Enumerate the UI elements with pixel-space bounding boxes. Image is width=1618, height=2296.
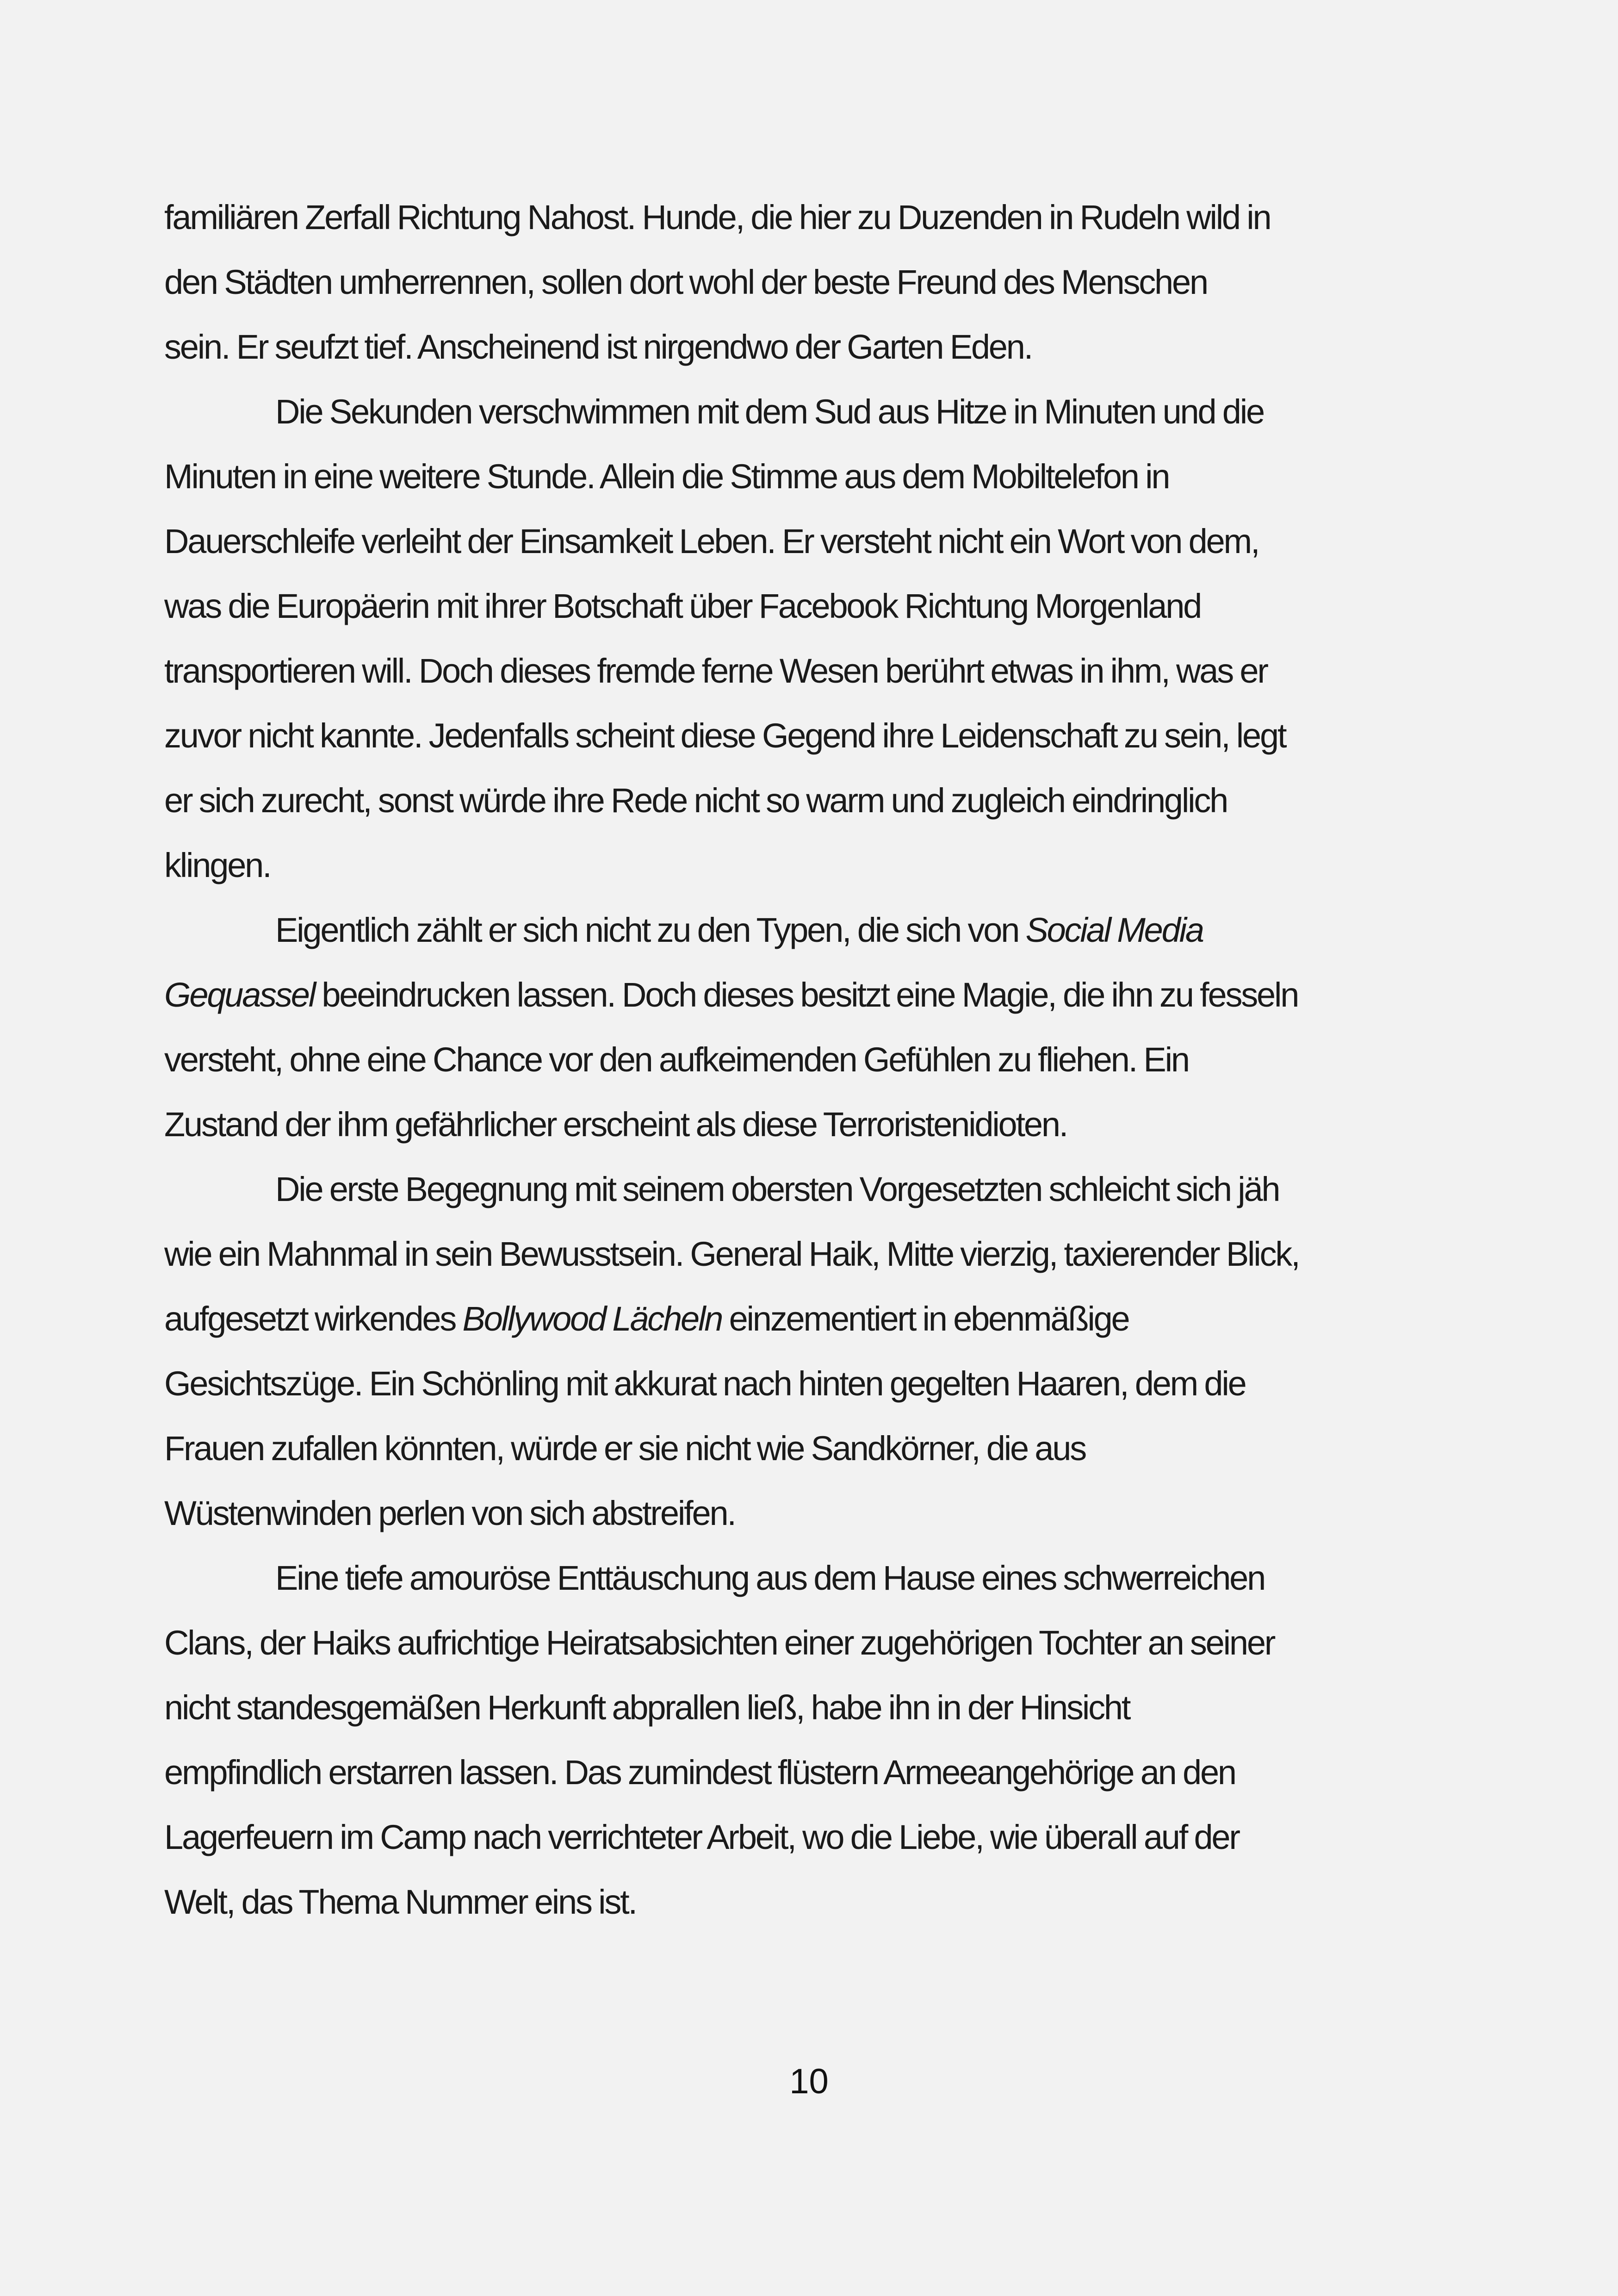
- text-line: er sich zurecht, sonst würde ihre Rede nicht so warm und zugleich eindringlich: [164, 781, 1227, 820]
- italic-phrase: Bollywood Lächeln: [462, 1300, 722, 1338]
- text-run: beeindrucken lassen. Doch dieses besitzt eine Magie, die ihn zu fesseln: [314, 976, 1298, 1014]
- text-line: nicht standesgemäßen Herkunft abprallen ließ, habe ihn in der Hinsicht: [164, 1688, 1130, 1727]
- text-run: Eigentlich zählt er sich nicht zu den Typen, die sich von: [275, 911, 1026, 949]
- text-line: was die Europäerin mit ihrer Botschaft über Facebook Richtung Morgenland: [164, 587, 1201, 625]
- text-line: Die erste Begegnung mit seinem obersten Vorgesetzten schleicht sich jäh: [275, 1170, 1279, 1208]
- text-line: transportieren will. Doch dieses fremde ferne Wesen berührt etwas in ihm, was er: [164, 652, 1267, 690]
- text-line: Zustand der ihm gefährlicher erscheint als diese Terroristenidioten.: [164, 1105, 1067, 1144]
- text-line: Eine tiefe amouröse Enttäuschung aus dem Hause eines schwerreichen: [275, 1559, 1265, 1597]
- text-line: familiären Zerfall Richtung Nahost. Hunde, die hier zu Duzenden in Rudeln wild in: [164, 198, 1271, 236]
- paragraph-1: [164, 185, 1451, 380]
- paragraph-5: [164, 1546, 1451, 1935]
- text-line: [164, 1287, 1451, 1351]
- paragraph-4: [164, 1157, 1451, 1546]
- text-line: [164, 898, 1451, 963]
- body-text: [164, 185, 1451, 1935]
- text-line: Gesichtszüge. Ein Schönling mit akkurat nach hinten gegelten Haaren, dem die: [164, 1364, 1246, 1403]
- text-line: zuvor nicht kannte. Jedenfalls scheint diese Gegend ihre Leidenschaft zu sein, legt: [164, 716, 1286, 755]
- text-line: sein. Er seufzt tief. Anscheinend ist nirgendwo der Garten Eden.: [164, 328, 1032, 366]
- text-line: [164, 963, 1451, 1027]
- text-line: Dauerschleife verleiht der Einsamkeit Leben. Er versteht nicht ein Wort von dem,: [164, 522, 1259, 560]
- text-line: klingen.: [164, 846, 271, 884]
- text-run: einzementiert in ebenmäßige: [722, 1300, 1129, 1338]
- text-line: den Städten umherrennen, sollen dort wohl der beste Freund des Menschen: [164, 263, 1207, 301]
- text-line: empfindlich erstarren lassen. Das zumindest flüstern Armeeangehörige an den: [164, 1753, 1235, 1792]
- text-line: Wüstenwinden perlen von sich abstreifen.: [164, 1494, 735, 1532]
- text-run: aufgesetzt wirkendes: [164, 1300, 463, 1338]
- text-line: Minuten in eine weitere Stunde. Allein die Stimme aus dem Mobiltelefon in: [164, 457, 1169, 496]
- text-line: Frauen zufallen könnten, würde er sie nicht wie Sandkörner, die aus: [164, 1429, 1086, 1468]
- text-line: versteht, ohne eine Chance vor den aufkeimenden Gefühlen zu fliehen. Ein: [164, 1040, 1189, 1079]
- paragraph-3: [164, 898, 1451, 1157]
- text-line: Lagerfeuern im Camp nach verrichteter Arbeit, wo die Liebe, wie überall auf der: [164, 1818, 1239, 1856]
- text-line: Die Sekunden verschwimmen mit dem Sud aus Hitze in Minuten und die: [275, 392, 1264, 431]
- text-line: wie ein Mahnmal in sein Bewusstsein. General Haik, Mitte vierzig, taxierender Blick,: [164, 1235, 1299, 1273]
- paragraph-2: [164, 380, 1451, 898]
- page-number: 10: [789, 2062, 829, 2101]
- text-line: Welt, das Thema Nummer eins ist.: [164, 1883, 636, 1921]
- italic-phrase: Gequassel: [164, 976, 315, 1014]
- italic-phrase: Social Media: [1025, 911, 1203, 949]
- text-line: Clans, der Haiks aufrichtige Heiratsabsichten einer zugehörigen Tochter an seiner: [164, 1624, 1275, 1662]
